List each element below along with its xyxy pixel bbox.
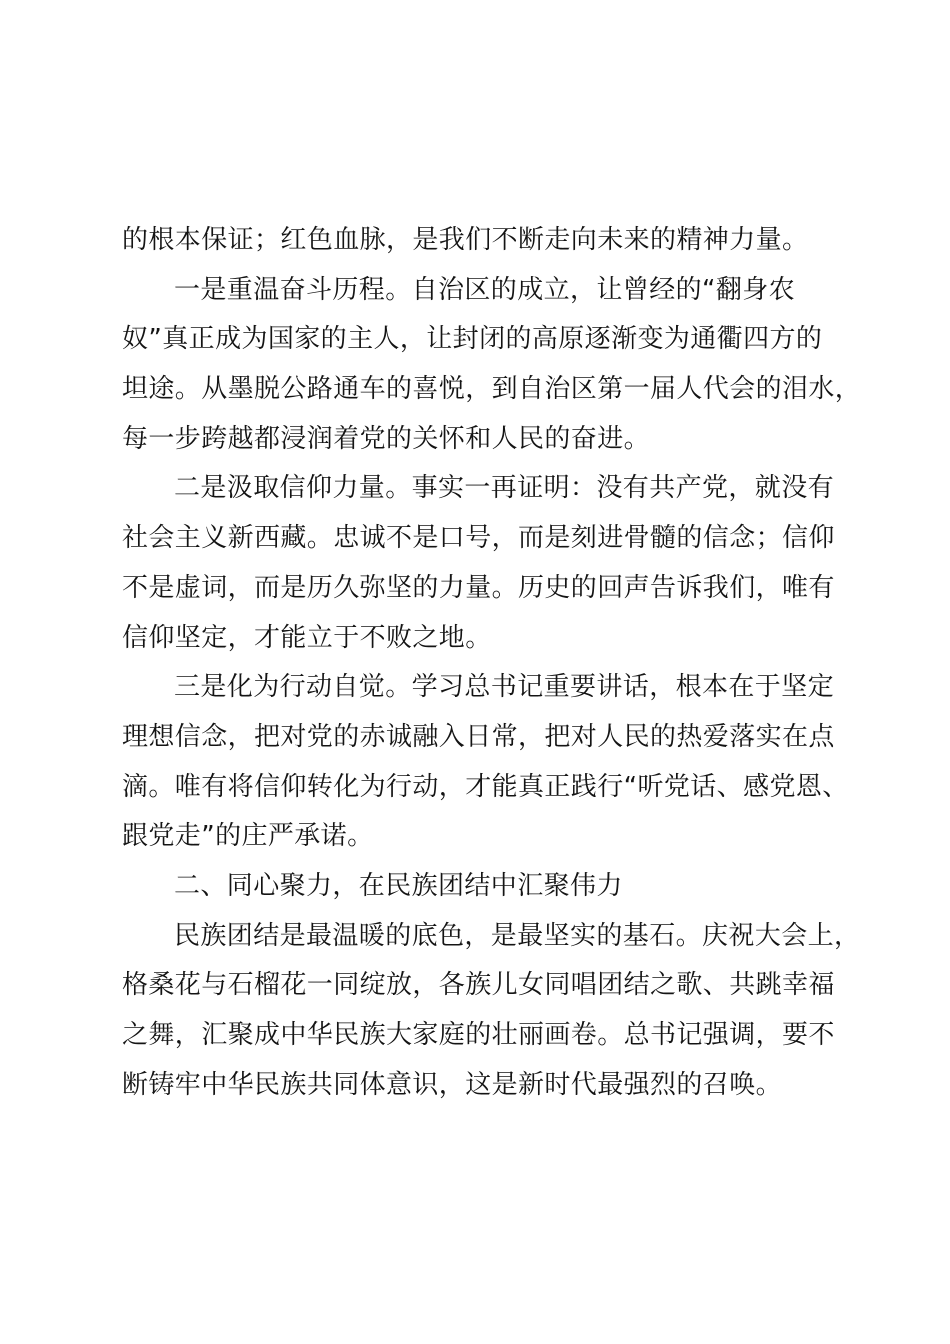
text-line-18: 断铸牢中华民族共同体意识，这是新时代最强烈的召唤。	[122, 1069, 783, 1100]
text-line-15-paragraph-start: 民族团结是最温暖的底色，是最坚实的基石。庆祝大会上，	[174, 920, 861, 951]
text-line-10-paragraph-start: 三是化为行动自觉。学习总书记重要讲话，根本在于坚定	[174, 672, 835, 703]
text-line-12: 滴。唯有将信仰转化为行动，才能真正践行“听党话、感党恩、	[122, 771, 849, 802]
text-line-13: 跟党走”的庄严承诺。	[122, 821, 374, 852]
text-line-1: 的根本保证；红色血脉，是我们不断走向未来的精神力量。	[122, 225, 809, 255]
section-heading: 二、同心聚力，在民族团结中汇聚伟力	[174, 870, 623, 901]
text-line-16: 格桑花与石榴花一同绽放，各族儿女同唱团结之歌、共跳幸福	[122, 970, 835, 1001]
text-line-8: 不是虚词，而是历久弥坚的力量。历史的回声告诉我们，唯有	[122, 572, 835, 603]
text-line-3: 奴”真正成为国家的主人，让封闭的高原逐渐变为通衢四方的	[122, 324, 823, 355]
text-line-17: 之舞，汇聚成中华民族大家庭的壮丽画卷。总书记强调，要不	[122, 1020, 835, 1050]
text-line-9: 信仰坚定，才能立于不败之地。	[122, 622, 492, 653]
text-line-2-paragraph-start: 一是重温奋斗历程。自治区的成立，让曾经的“翻身农	[174, 274, 796, 305]
body-text	[122, 216, 862, 1110]
text-line-4: 坦途。从墨脱公路通车的喜悦，到自治区第一届人代会的泪水，	[122, 374, 862, 405]
text-line-5: 每一步跨越都浸润着党的关怀和人民的奋进。	[122, 423, 651, 454]
text-line-7: 社会主义新西藏。忠诚不是口号，而是刻进骨髓的信念；信仰	[122, 523, 835, 554]
text-line-11: 理想信念，把对党的赤诚融入日常，把对人民的热爱落实在点	[122, 721, 835, 752]
text-line-6-paragraph-start: 二是汲取信仰力量。事实一再证明：没有共产党，就没有	[174, 473, 835, 504]
